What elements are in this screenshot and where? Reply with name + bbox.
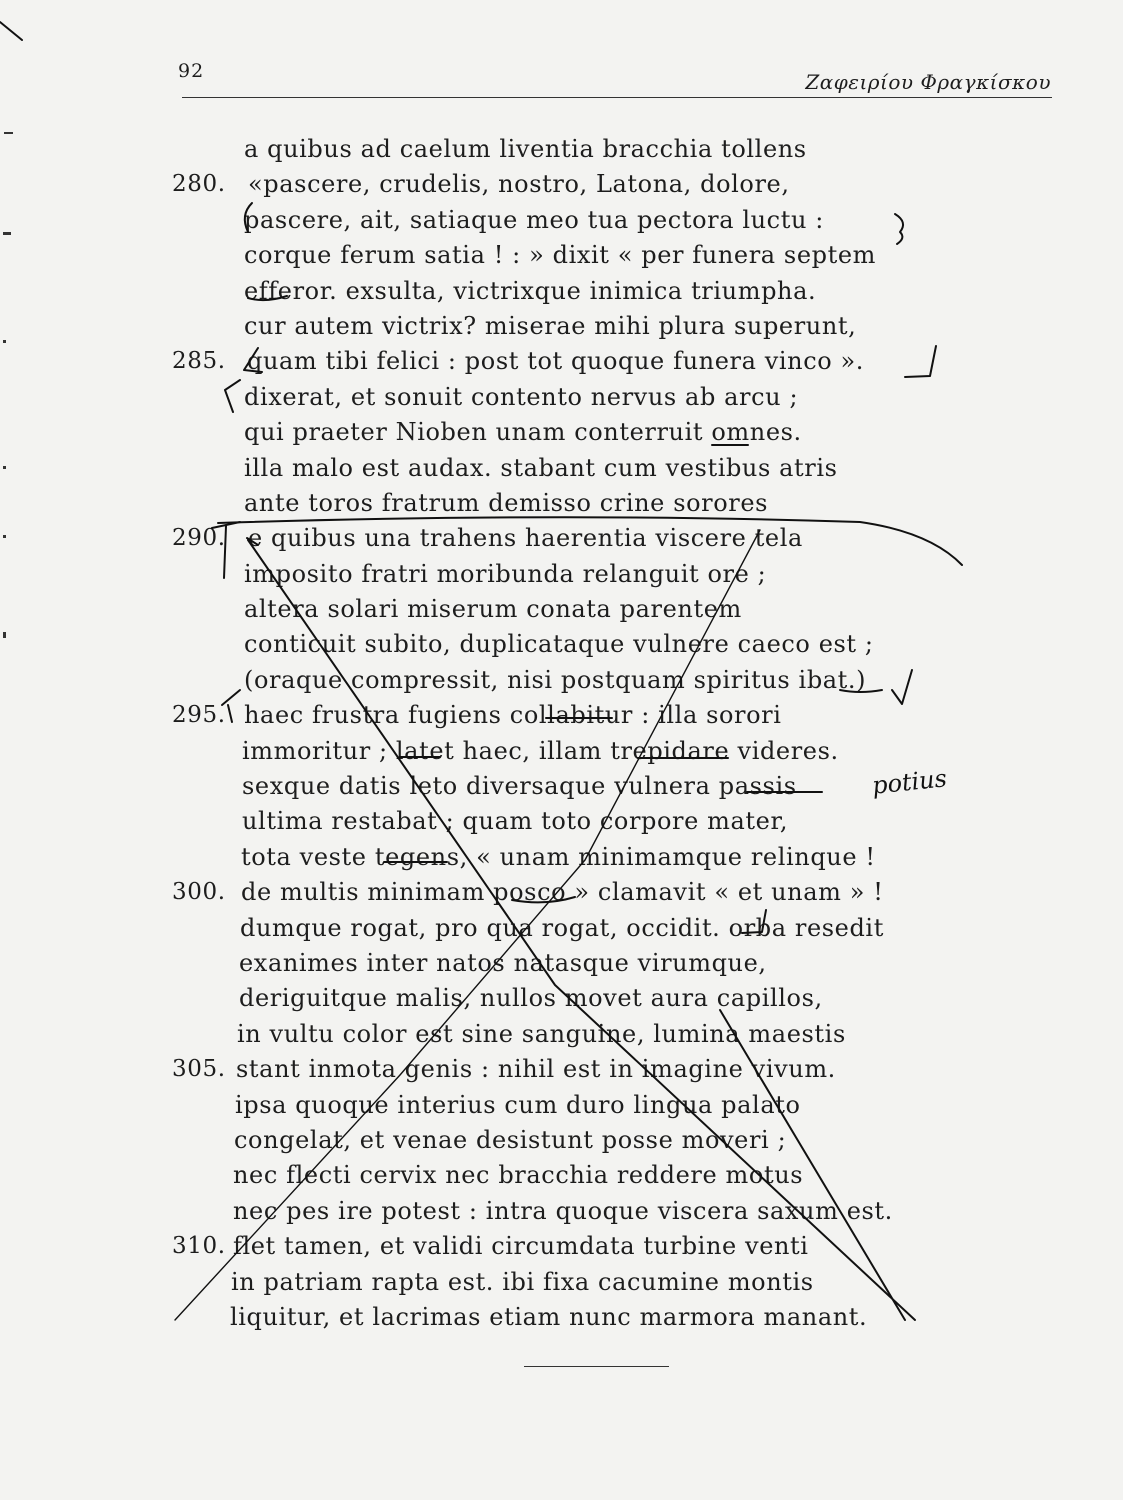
line-text: exanimes inter natos natasque virumque, (239, 948, 767, 977)
margin-speck (3, 632, 6, 638)
poem-line (0, 804, 1123, 839)
poem-line (0, 769, 1123, 804)
poem-line (0, 698, 1123, 733)
header-rule (182, 97, 1052, 98)
poem-line (0, 734, 1123, 769)
line-text: altera solari miserum conata parentem (244, 595, 742, 624)
poem-line (0, 627, 1123, 662)
margin-speck (3, 340, 6, 343)
line-text: liquitur, et lacrimas etiam nunc marmora manant. (230, 1302, 868, 1331)
margin-speck (3, 535, 6, 538)
line-number: 285. (172, 348, 226, 375)
line-text: cur autem victrix? miserae mihi plura superunt, (244, 311, 857, 340)
page-number: 92 (178, 60, 205, 82)
poem-line (0, 981, 1123, 1016)
line-text: qui praeter Nioben unam conterruit omnes. (244, 418, 802, 447)
poem-line (0, 1052, 1123, 1087)
line-text: congelat, et venae desistunt posse moveri ; (234, 1125, 787, 1154)
line-text: flet tamen, et validi circumdata turbine venti (233, 1232, 809, 1261)
line-text: «pascere, crudelis, nostro, Latona, dolore, (248, 170, 790, 199)
line-text: (oraque compressit, nisi postquam spiritus ibat.) (244, 665, 867, 694)
line-number: 295. (172, 702, 226, 729)
poem-line (0, 557, 1123, 592)
poem-line (0, 840, 1123, 875)
margin-speck (4, 132, 13, 134)
poem-line (0, 1229, 1123, 1264)
poem-line (0, 1017, 1123, 1052)
line-number: 280. (172, 171, 226, 198)
poem-line (0, 946, 1123, 981)
line-text: deriguitque malis, nullos movet aura capillos, (239, 984, 823, 1013)
line-text: nec pes ire potest : intra quoque viscera saxum est. (233, 1196, 893, 1225)
poem-line (0, 1123, 1123, 1158)
poem-line (0, 309, 1123, 344)
line-text: pascere, ait, satiaque meo tua pectora luctu : (244, 205, 824, 234)
margin-speck (3, 232, 11, 235)
line-text: stant inmota genis : nihil est in imagine vivum. (236, 1055, 836, 1084)
line-text: conticuit subito, duplicataque vulnere caeco est ; (244, 630, 874, 659)
poem-text (0, 132, 1123, 1335)
line-text: sexque datis leto diversaque vulnera passis (242, 772, 797, 801)
line-text: ipsa quoque interius cum duro lingua palato (235, 1090, 801, 1119)
poem-line (0, 238, 1123, 273)
line-text: dumque rogat, pro qua rogat, occidit. orba resedit (240, 913, 884, 942)
poem-line (0, 132, 1123, 167)
line-text: dixerat, et sonuit contento nervus ab arcu ; (244, 382, 799, 411)
poem-line (0, 344, 1123, 379)
poem-line (0, 1158, 1123, 1193)
line-text: e quibus una trahens haerentia viscere tela (248, 524, 803, 553)
closing-rule (524, 1366, 669, 1367)
poem-line (0, 1088, 1123, 1123)
line-text: haec frustra fugiens collabitur : illa sorori (244, 701, 782, 730)
poem-line (0, 592, 1123, 627)
line-number: 305. (172, 1056, 226, 1083)
poem-line (0, 274, 1123, 309)
poem-line (0, 451, 1123, 486)
line-text: quam tibi felici : post tot quoque funera vinco ». (247, 347, 865, 376)
poem-line (0, 1265, 1123, 1300)
poem-line (0, 1300, 1123, 1335)
line-text: illa malo est audax. stabant cum vestibus atris (244, 453, 838, 482)
line-text: in vultu color est sine sanguine, lumina maestis (237, 1019, 846, 1048)
poem-line (0, 415, 1123, 450)
line-text: tota veste tegens, « unam minimamque relinque ! (241, 842, 876, 871)
handwritten-note: potius (870, 764, 949, 800)
line-text: ante toros fratrum demisso crine sorores (244, 488, 769, 517)
margin-speck (3, 466, 6, 469)
poem-line (0, 663, 1123, 698)
line-text: efferor. exsulta, victrixque inimica triumpha. (244, 276, 817, 305)
line-text: in patriam rapta est. ibi fixa cacumine montis (231, 1267, 814, 1296)
poem-line (0, 167, 1123, 202)
poem-line (0, 911, 1123, 946)
line-text: imposito fratri moribunda relanguit ore ; (244, 559, 767, 588)
poem-line (0, 380, 1123, 415)
line-text: nec flecti cervix nec bracchia reddere motus (233, 1161, 804, 1190)
running-header-author: Ζαφειρίου Φραγκίσκου (805, 70, 1051, 94)
poem-line (0, 521, 1123, 556)
line-number: 290. (172, 525, 226, 552)
poem-line (0, 1194, 1123, 1229)
line-text: de multis minimam posco » clamavit « et unam » ! (241, 878, 884, 907)
line-text: a quibus ad caelum liventia bracchia tollens (244, 135, 807, 163)
corner-scratch (0, 22, 22, 40)
line-number: 310. (172, 1233, 226, 1260)
line-text: corque ferum satia ! : » dixit « per funera septem (244, 241, 877, 270)
line-number: 300. (172, 879, 226, 906)
line-text: immoritur ; latet haec, illam trepidare videres. (242, 736, 839, 765)
line-text: ultima restabat ; quam toto corpore mater, (242, 807, 789, 836)
poem-line (0, 203, 1123, 238)
poem-line (0, 486, 1123, 521)
poem-line (0, 875, 1123, 910)
